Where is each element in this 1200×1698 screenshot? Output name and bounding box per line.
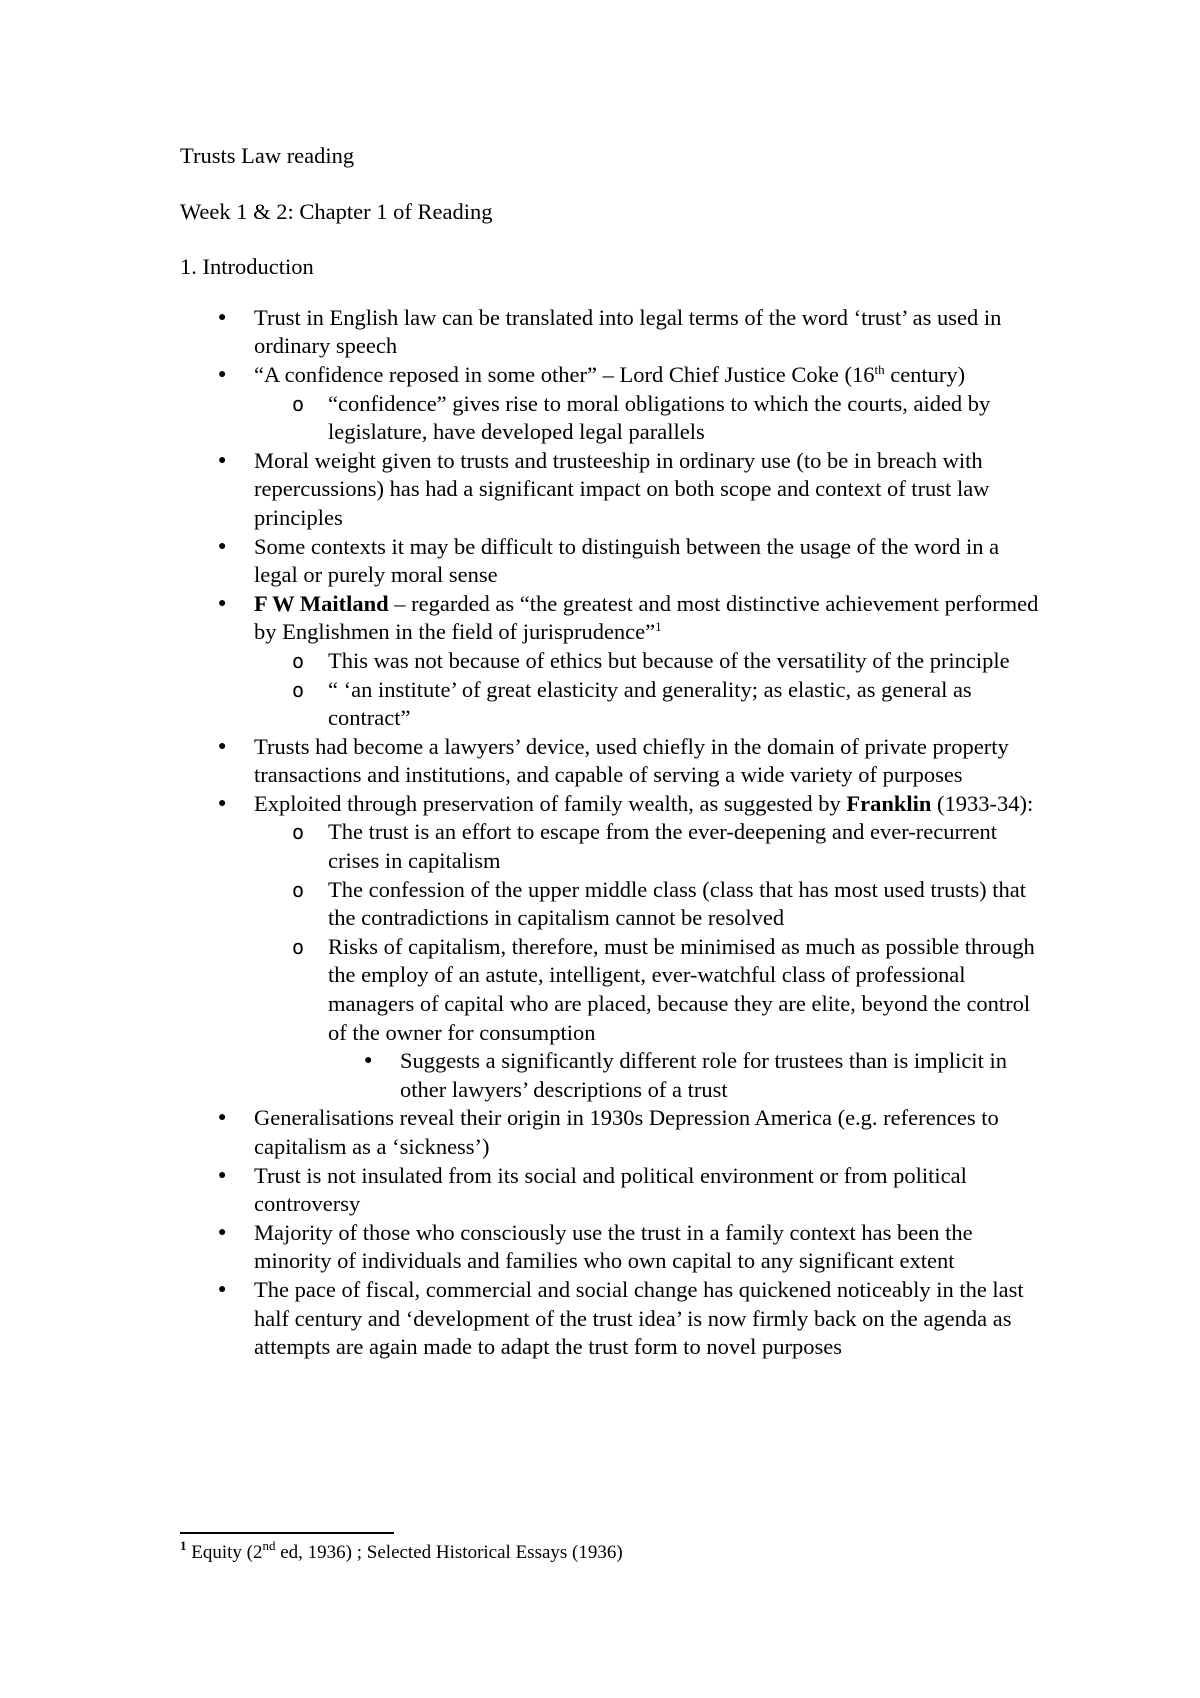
bullet-text: – regarded as “the greatest and most distinctive achievement performed by Englishmen in the field of jurisprudence” <box>254 590 1039 645</box>
list-item <box>180 447 1040 533</box>
bullet-text: Majority of those who consciously use the trust in a family context has been the minority of individuals and families who own capital to any significant extent <box>254 1219 973 1274</box>
footnote-separator <box>180 1532 394 1534</box>
list-item <box>180 304 1040 361</box>
list-item <box>180 733 1040 790</box>
bullet-text: (1933-34): <box>931 790 1034 816</box>
list-item <box>180 790 1040 1105</box>
footnote-text: ed, 1936) ; Selected Historical Essays (1936) <box>275 1542 623 1563</box>
bullet-list <box>180 304 1040 1362</box>
sub-bullet-text: Risks of capitalism, therefore, must be minimised as much as possible through the employ of an astute, intelligent, ever-watchful class of professional managers of capital who are placed, because they are elite, beyond the control of the owner for consumption <box>328 933 1035 1045</box>
author-name: Franklin <box>846 790 932 816</box>
footnote-reference[interactable]: 1 <box>655 619 662 635</box>
bullet-text: Some contexts it may be difficult to distinguish between the usage of the word in a legal or purely moral sense <box>254 533 1000 588</box>
superscript: th <box>874 361 885 377</box>
list-item <box>180 361 1040 447</box>
list-item <box>180 1104 1040 1161</box>
bullet-text: The pace of fiscal, commercial and social change has quickened noticeably in the last half century and ‘development of the trust idea’ is now firmly back on the agenda as attempts are again made to adapt the trust form to novel purposes <box>254 1276 1024 1360</box>
bullet-text: Exploited through preservation of family wealth, as suggested by <box>254 790 847 816</box>
sub-bullet-text: This was not because of ethics but because of the versatility of the principle <box>328 647 1010 673</box>
sub-list <box>254 647 1040 733</box>
sub-bullet-text: The trust is an effort to escape from the ever-deepening and ever-recurrent crises in capitalism <box>328 819 997 874</box>
sub-sub-bullet-text: Suggests a significantly different role for trustees than is implicit in other lawyers’ descriptions of a trust <box>400 1048 1007 1102</box>
bullet-text: Trusts had become a lawyers’ device, used chiefly in the domain of private property transactions and institutions, and capable of serving a wide variety of purposes <box>254 733 1009 788</box>
list-item <box>180 533 1040 590</box>
document-title: Trusts Law reading <box>180 143 355 168</box>
sub-list-item <box>254 647 1040 676</box>
bullet-text: “A confidence reposed in some other” – Lord Chief Justice Coke (16 <box>254 361 875 387</box>
bullet-text: Generalisations reveal their origin in 1930s Depression America (e.g. references to capitalism as a ‘sickness’) <box>254 1105 999 1159</box>
sub-sub-list <box>254 1047 1040 1104</box>
list-item <box>180 590 1040 733</box>
section-heading: 1. Introduction <box>180 254 314 280</box>
sub-sub-list-item <box>254 1047 1040 1104</box>
sub-list-item <box>254 818 1040 875</box>
superscript: nd <box>262 1538 276 1553</box>
footnote-mark: 1 <box>180 1538 187 1553</box>
footnote-text: Equity (2 <box>186 1542 263 1563</box>
sub-bullet-text: “confidence” gives rise to moral obligations to which the courts, aided by legislature, have developed legal parallels <box>328 390 991 445</box>
list-item <box>180 1276 1040 1362</box>
bullet-text: Moral weight given to trusts and trusteeship in ordinary use (to be in breach with repercussions) has had a significant impact on both scope and context of trust law principles <box>254 447 990 530</box>
document-subtitle: Week 1 & 2: Chapter 1 of Reading <box>180 198 493 224</box>
bullet-text: Trust in English law can be translated into legal terms of the word ‘trust’ as used in ordinary speech <box>254 304 1002 359</box>
list-item <box>180 1219 1040 1276</box>
sub-bullet-text: “ ‘an institute’ of great elasticity and generality; as elastic, as general as contract” <box>328 676 972 731</box>
sub-list <box>254 818 1040 1104</box>
footnote <box>180 1540 1040 1566</box>
document-body <box>180 142 1040 1362</box>
sub-list-item <box>254 933 1040 1105</box>
sub-list-item <box>254 876 1040 933</box>
sub-bullet-text: The confession of the upper middle class (class that has most used trusts) that the contradictions in capitalism cannot be resolved <box>328 876 1026 931</box>
list-item <box>180 1162 1040 1219</box>
bullet-text: century) <box>884 361 966 387</box>
bullet-text: Trust is not insulated from its social and political environment or from political controversy <box>254 1162 967 1217</box>
sub-list-item <box>254 390 1040 447</box>
sub-list-item <box>254 676 1040 733</box>
sub-list <box>254 390 1040 447</box>
author-name: F W Maitland <box>254 590 389 616</box>
